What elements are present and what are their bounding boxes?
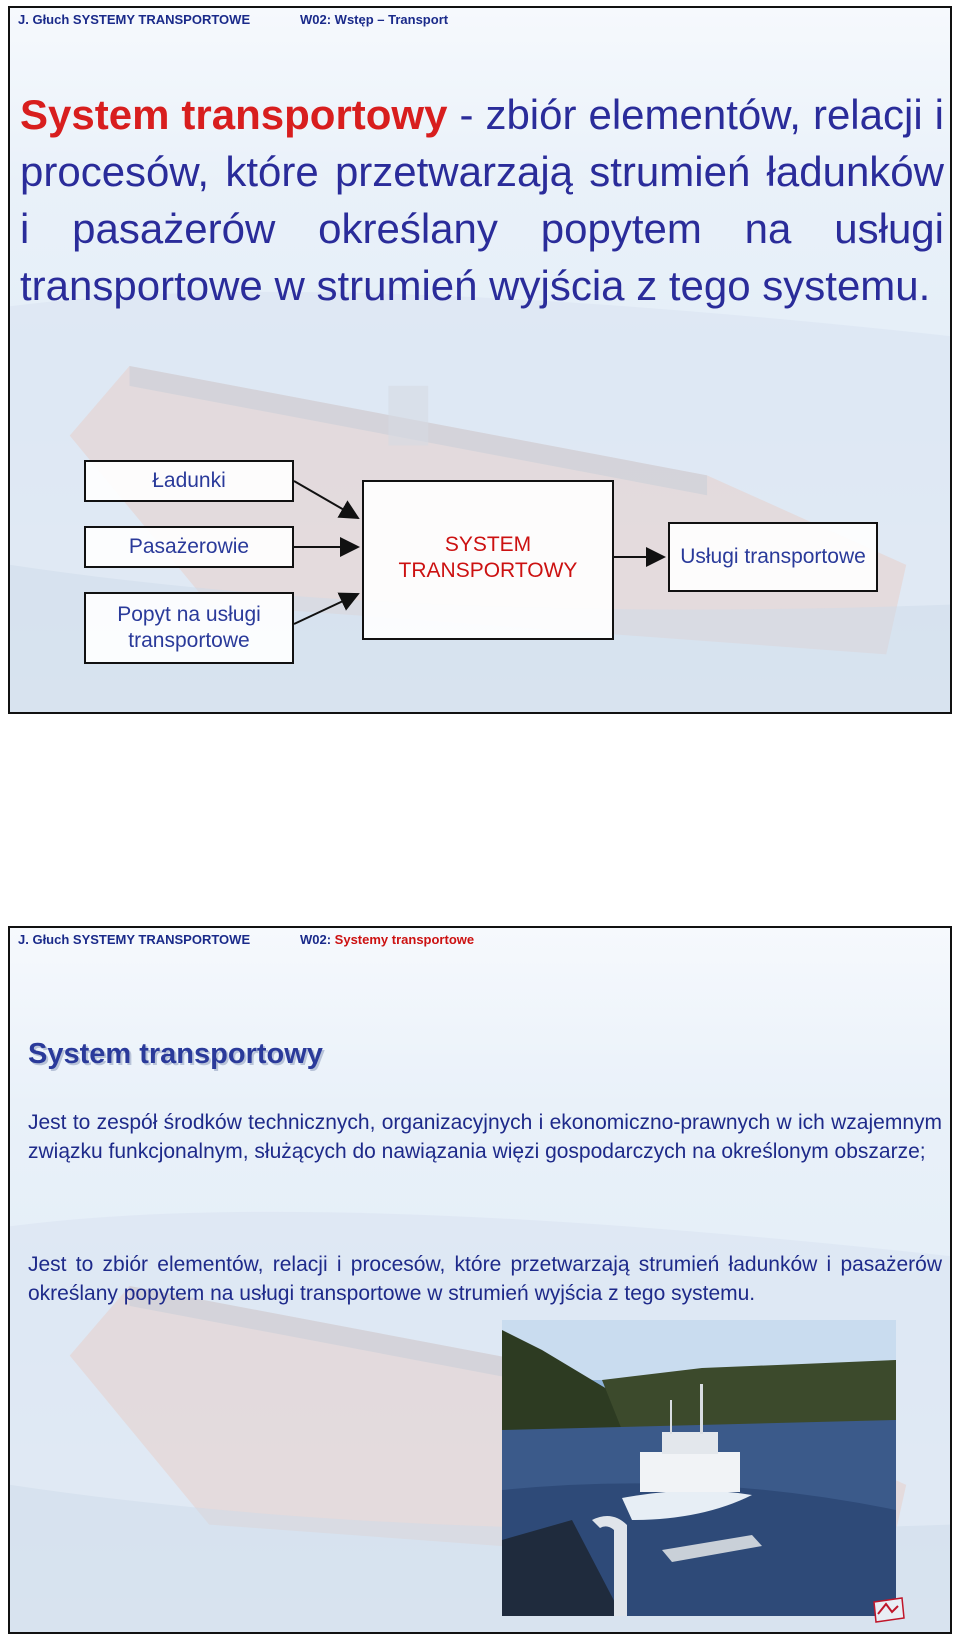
- tugboat-photo: [502, 1320, 896, 1616]
- definition-body: - zbiór elementów, relacji i procesów, które przetwarzają strumień ładunków i pasażerów określany popytem na usługi transportowe w strumień wyjścia z tego systemu.: [20, 91, 944, 309]
- slide-2: [8, 926, 952, 1634]
- header-course-title: J. Głuch SYSTEMY TRANSPORTOWE: [18, 12, 251, 27]
- arrow-popyt: [294, 594, 358, 624]
- diagram-output-uslugi: Usługi transportowe: [668, 522, 878, 592]
- arrow-ladunki: [294, 481, 358, 518]
- diagram-system-box: SYSTEM TRANSPORTOWY: [362, 480, 614, 640]
- header-lecture-title: W02: Wstęp – Transport: [300, 12, 449, 27]
- header-lecture-title: [300, 932, 474, 947]
- header-lecture-number: W02:: [300, 932, 332, 947]
- university-logo-icon: [872, 1596, 906, 1624]
- definition-term: System transportowy: [20, 91, 448, 138]
- diagram-input-popyt: Popyt na usługi transportowe: [84, 592, 294, 664]
- definition-paragraph-2: Jest to zbiór elementów, relacji i procesów, które przetwarzają strumień ładunków i pasażerów określany popytem na usługi transportowe w strumień wyjścia z tego systemu.: [28, 1253, 942, 1305]
- diagram-input-pasazerowie: Pasażerowie: [84, 526, 294, 568]
- definition-paragraph-1: Jest to zespół środków technicznych, organizacyjnych i ekonomiczno-prawnych w ich wzajemnym związku funkcjonalnym, służących do nawiązania więzi gospodarczych na określonym obszarze;: [28, 1111, 942, 1163]
- header-lecture-topic: Systemy transportowe: [331, 932, 475, 947]
- slide-1: [8, 6, 952, 714]
- diagram-input-ladunki: Ładunki: [84, 460, 294, 502]
- slide-title: System transportowy: [28, 1038, 323, 1070]
- header-course-title: J. Głuch SYSTEMY TRANSPORTOWE: [18, 932, 251, 947]
